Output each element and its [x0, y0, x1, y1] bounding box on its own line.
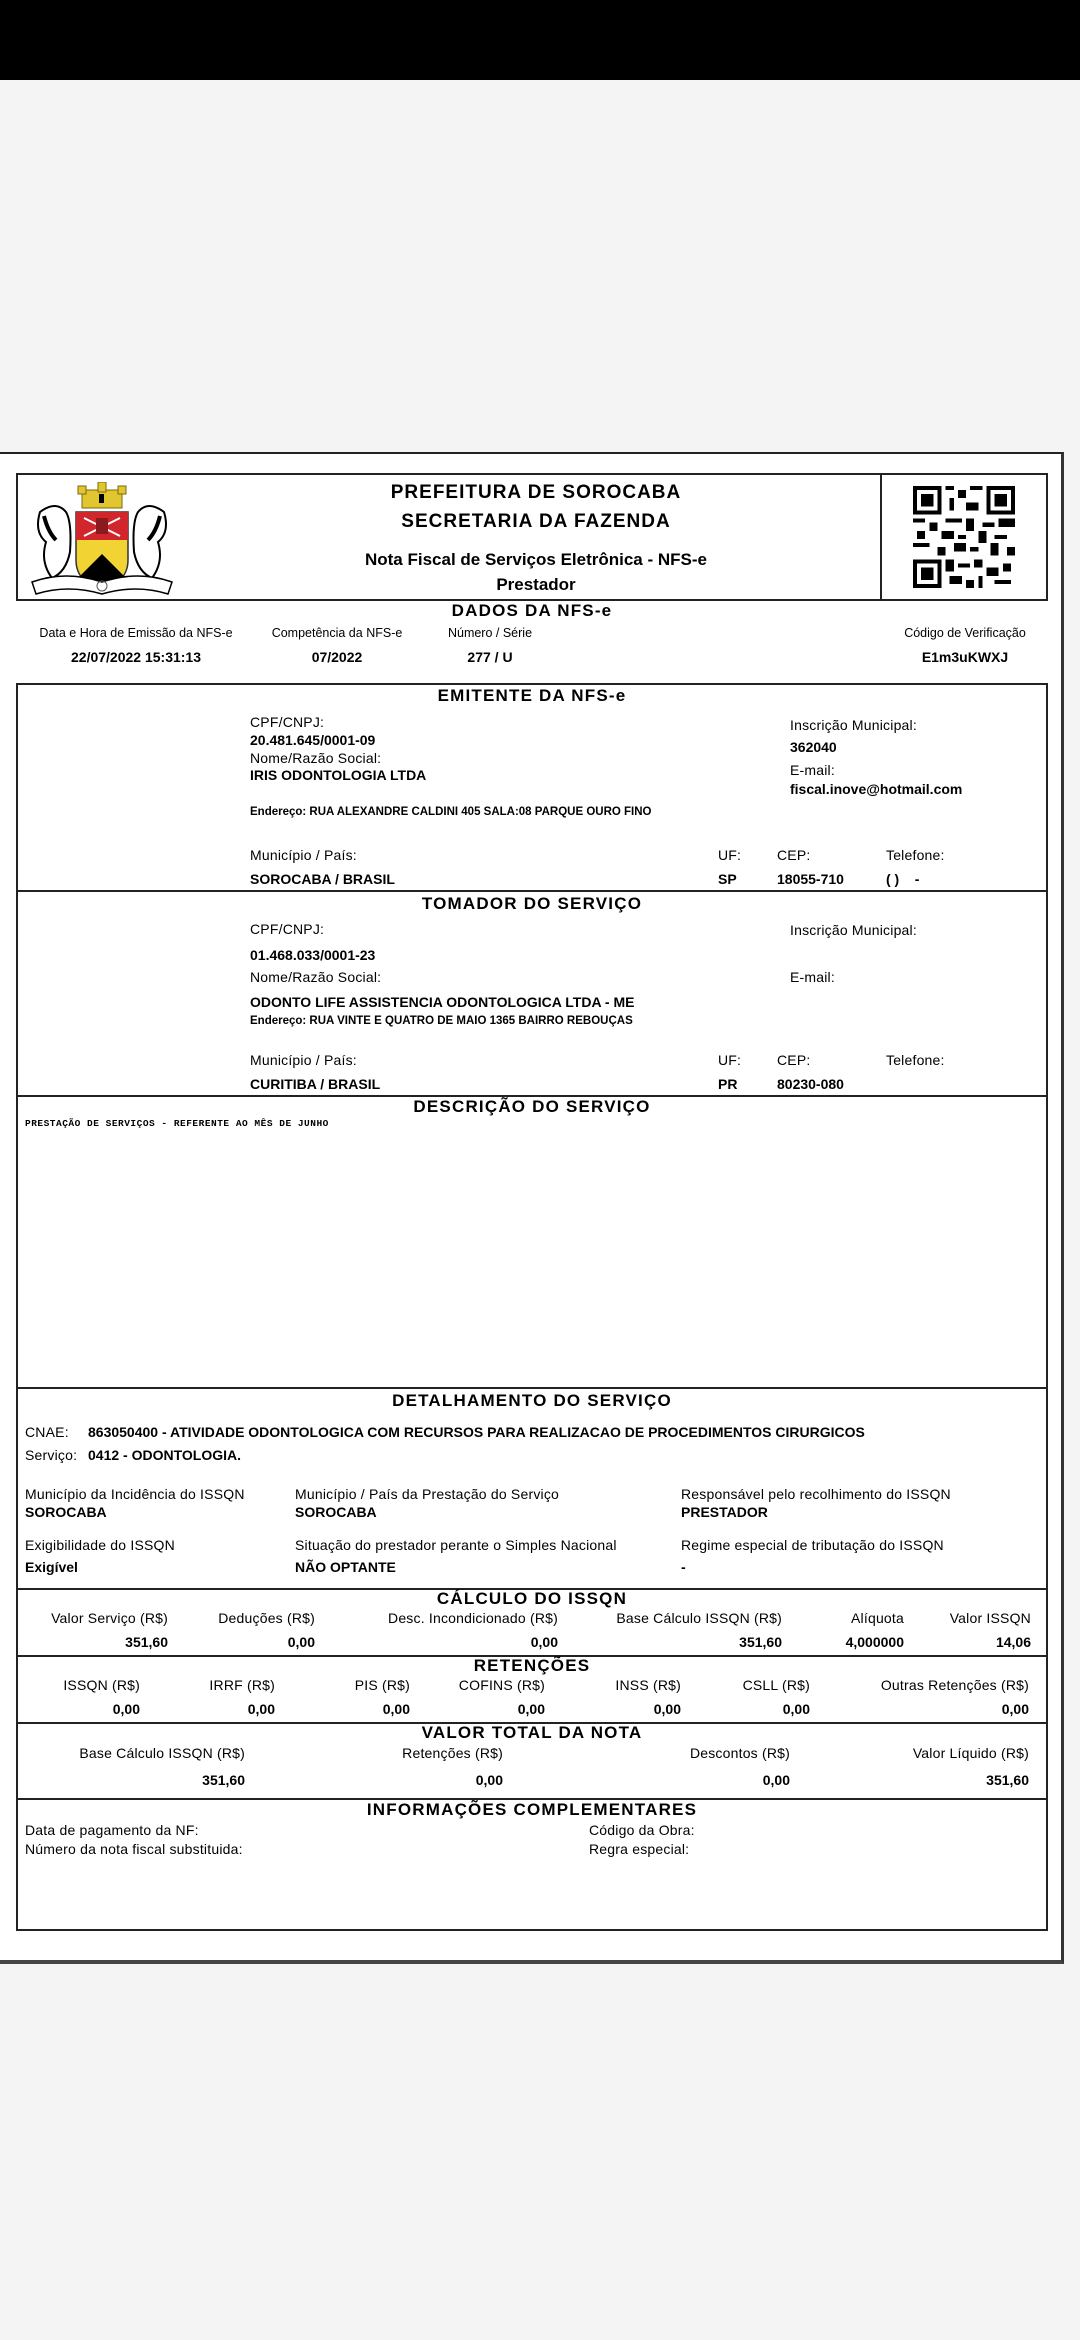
- calc-base-calculo-value: 351,60: [739, 1634, 782, 1650]
- emitente-cep-label: CEP:: [777, 847, 811, 863]
- section-title-tomador: TOMADOR DO SERVIÇO: [421, 894, 643, 913]
- regime-label: Regime especial de tributação do ISSQN: [681, 1537, 944, 1553]
- emitente-nome-label: Nome/Razão Social:: [250, 750, 382, 766]
- emitente-municipio-value: SOROCABA / BRASIL: [250, 871, 395, 887]
- divider: [16, 1387, 1048, 1389]
- header-title-secretaria: SECRETARIA DA FAZENDA: [401, 511, 671, 532]
- ret-inss-label: INSS (R$): [615, 1677, 681, 1693]
- tomador-cep-label: CEP:: [777, 1052, 811, 1068]
- substituida-label: Número da nota fiscal substituida:: [25, 1841, 243, 1857]
- total-descontos-value: 0,00: [762, 1772, 790, 1788]
- prestacao-label: Município / País da Prestação do Serviço: [295, 1486, 560, 1502]
- section-title-descricao: DESCRIÇÃO DO SERVIÇO: [413, 1097, 651, 1116]
- ret-irrf-label: IRRF (R$): [209, 1677, 275, 1693]
- emitente-cnpj-value: 20.481.645/0001-09: [250, 732, 376, 748]
- incidencia-value: SOROCABA: [25, 1504, 107, 1520]
- header-title-prestador: Prestador: [496, 575, 576, 594]
- tomador-uf-label: UF:: [718, 1052, 742, 1068]
- section-title-complementares: INFORMAÇÕES COMPLEMENTARES: [366, 1800, 698, 1819]
- emitente-uf-value: SP: [718, 871, 737, 887]
- tomador-uf-value: PR: [718, 1076, 738, 1092]
- exigibilidade-label: Exigibilidade do ISSQN: [25, 1537, 175, 1553]
- calc-desc-incond-value: 0,00: [530, 1634, 558, 1650]
- emitente-municipio-label: Município / País:: [250, 847, 357, 863]
- responsavel-label: Responsável pelo recolhimento do ISSQN: [681, 1486, 951, 1502]
- emitente-uf-label: UF:: [718, 847, 742, 863]
- total-retencoes-value: 0,00: [475, 1772, 503, 1788]
- tomador-municipio-value: CURITIBA / BRASIL: [250, 1076, 381, 1092]
- emitente-nome-value: IRIS ODONTOLOGIA LTDA: [250, 767, 427, 783]
- ret-cofins-label: COFINS (R$): [458, 1677, 545, 1693]
- tomador-inscricao-label: Inscrição Municipal:: [790, 922, 917, 938]
- header-title-nfse: Nota Fiscal de Serviços Eletrônica - NFS-e: [364, 550, 707, 569]
- section-title-total: VALOR TOTAL DA NOTA: [421, 1723, 643, 1742]
- tomador-nome-label: Nome/Razão Social:: [250, 969, 382, 985]
- responsavel-value: PRESTADOR: [681, 1504, 768, 1520]
- header-title-prefeitura: PREFEITURA DE SOROCABA: [390, 482, 682, 503]
- calc-valor-servico-label: Valor Serviço (R$): [51, 1610, 168, 1626]
- codigo-verificacao-value[interactable]: E1m3uKWXJ: [921, 649, 1009, 665]
- emitente-email-value: fiscal.inove@hotmail.com: [790, 781, 963, 797]
- calc-desc-incond-label: Desc. Incondicionado (R$): [388, 1610, 558, 1626]
- ret-outras-value: 0,00: [1001, 1701, 1029, 1717]
- tomador-cnpj-label: CPF/CNPJ:: [250, 921, 325, 937]
- codigo-verificacao-label: Código de Verificação: [904, 626, 1026, 640]
- calc-valor-issqn-label: Valor ISSQN: [949, 1610, 1031, 1626]
- total-descontos-label: Descontos (R$): [689, 1745, 790, 1761]
- prestacao-value: SOROCABA: [295, 1504, 377, 1520]
- tomador-telefone-label: Telefone:: [886, 1052, 945, 1068]
- numero-serie-value: 277 / U: [467, 649, 513, 665]
- divider: [880, 473, 882, 601]
- emitente-inscricao-label: Inscrição Municipal:: [790, 717, 917, 733]
- tomador-email-label: E-mail:: [790, 969, 835, 985]
- cnae-value: 863050400 - ATIVIDADE ODONTOLOGICA COM RECURSOS PARA REALIZACAO DE PROCEDIMENTOS CIRURGICOS: [88, 1424, 865, 1440]
- total-liquido-value: 351,60: [986, 1772, 1029, 1788]
- ret-cofins-value: 0,00: [517, 1701, 545, 1717]
- section-title-detalhamento: DETALHAMENTO DO SERVIÇO: [392, 1391, 672, 1410]
- competencia-label: Competência da NFS-e: [271, 626, 403, 640]
- emissao-label: Data e Hora de Emissão da NFS-e: [39, 626, 233, 640]
- ret-csll-label: CSLL (R$): [742, 1677, 810, 1693]
- regime-value: -: [681, 1559, 686, 1575]
- section-title-retencoes: RETENÇÕES: [473, 1656, 591, 1675]
- ret-inss-value: 0,00: [653, 1701, 681, 1717]
- qr-code[interactable]: [913, 486, 1015, 588]
- numero-serie-label: Número / Série: [447, 626, 533, 640]
- emitente-telefone-value: ( ) -: [886, 871, 920, 887]
- coat-of-arms-logo: [26, 482, 178, 596]
- ret-csll-value: 0,00: [782, 1701, 810, 1717]
- ret-issqn-value: 0,00: [112, 1701, 140, 1717]
- descricao-text: PRESTAÇÃO DE SERVIÇOS - REFERENTE AO MÊS DE JUNHO: [25, 1118, 329, 1129]
- servico-value: 0412 - ODONTOLOGIA.: [88, 1447, 241, 1463]
- section-title-dados: DADOS DA NFS-e: [451, 601, 613, 620]
- ret-irrf-value: 0,00: [247, 1701, 275, 1717]
- emitente-telefone-label: Telefone:: [886, 847, 945, 863]
- competencia-value: 07/2022: [311, 649, 363, 665]
- calc-aliquota-value: 4,000000: [845, 1634, 904, 1650]
- total-base-value: 351,60: [202, 1772, 245, 1788]
- emitente-email-label: E-mail:: [790, 762, 835, 778]
- tomador-cnpj-value: 01.468.033/0001-23: [250, 947, 376, 963]
- exigibilidade-value: Exigível: [25, 1559, 78, 1575]
- emitente-cnpj-label: CPF/CNPJ:: [250, 714, 325, 730]
- calc-deducoes-label: Deduções (R$): [218, 1610, 315, 1626]
- total-base-label: Base Cálculo ISSQN (R$): [79, 1745, 245, 1761]
- ret-pis-label: PIS (R$): [354, 1677, 410, 1693]
- ret-outras-label: Outras Retenções (R$): [880, 1677, 1029, 1693]
- divider: [16, 890, 1048, 892]
- calc-deducoes-value: 0,00: [287, 1634, 315, 1650]
- simples-value: NÃO OPTANTE: [295, 1559, 396, 1575]
- codigo-obra-label: Código da Obra:: [589, 1822, 695, 1838]
- tomador-cep-value: 80230-080: [777, 1076, 844, 1092]
- section-title-emitente: EMITENTE DA NFS-e: [437, 686, 627, 705]
- emitente-endereco: Endereço: RUA ALEXANDRE CALDINI 405 SALA:08 PARQUE OURO FINO: [250, 806, 652, 818]
- simples-label: Situação do prestador perante o Simples Nacional: [295, 1537, 617, 1553]
- calc-valor-issqn-value: 14,06: [995, 1634, 1031, 1650]
- section-title-calculo: CÁLCULO DO ISSQN: [436, 1589, 628, 1608]
- emitente-inscricao-value: 362040: [790, 739, 837, 755]
- tomador-endereco: Endereço: RUA VINTE E QUATRO DE MAIO 1365 BAIRRO REBOUÇAS: [250, 1015, 633, 1027]
- regra-especial-label: Regra especial:: [589, 1841, 690, 1857]
- emissao-value: 22/07/2022 15:31:13: [71, 649, 201, 665]
- calc-valor-servico-value: 351,60: [125, 1634, 168, 1650]
- calc-aliquota-label: Alíquota: [851, 1610, 904, 1626]
- cnae-label: CNAE:: [25, 1424, 69, 1440]
- ret-pis-value: 0,00: [382, 1701, 410, 1717]
- tomador-municipio-label: Município / País:: [250, 1052, 357, 1068]
- total-retencoes-label: Retenções (R$): [402, 1745, 503, 1761]
- emitente-cep-value: 18055-710: [777, 871, 844, 887]
- tomador-nome-value: ODONTO LIFE ASSISTENCIA ODONTOLOGICA LTDA - ME: [250, 994, 635, 1010]
- nfse-document: [0, 452, 1064, 1964]
- total-liquido-label: Valor Líquido (R$): [912, 1745, 1029, 1761]
- pagamento-label: Data de pagamento da NF:: [25, 1822, 199, 1838]
- ret-issqn-label: ISSQN (R$): [63, 1677, 140, 1693]
- incidencia-label: Município da Incidência do ISSQN: [25, 1486, 245, 1502]
- servico-label: Serviço:: [25, 1447, 78, 1463]
- calc-base-calculo-label: Base Cálculo ISSQN (R$): [616, 1610, 782, 1626]
- status-bar: [0, 0, 1080, 80]
